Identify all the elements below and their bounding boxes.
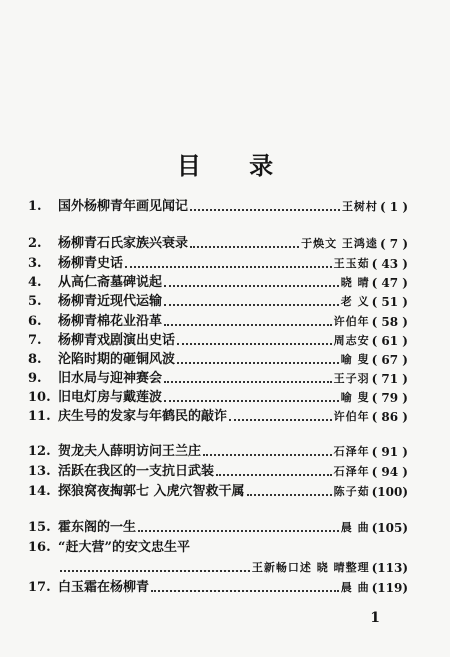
entry-author: 晨 曲 [340,581,370,594]
entry-author: 喻 叟 [340,391,370,404]
toc-entry [28,199,408,215]
toc-title: 目 录 [176,151,294,180]
dot-leader [164,380,332,383]
dot-leader [164,284,339,287]
entry-author: 许伯年 [333,410,370,423]
entry-number: 4. [28,275,42,290]
dot-leader [247,493,332,496]
entry-author: 王树村 [341,200,378,213]
entry-author: 王新畅口述 晓 晴整理 [251,561,370,574]
toc-entry [28,371,408,387]
entry-author: 周志安 [333,334,370,347]
toc-entry [28,444,408,460]
toc-entry [28,333,408,349]
entry-title: 杨柳青近现代运输 [58,294,163,309]
entry-title: 旧电灯房与戴莲波 [58,390,163,405]
entry-author: 陈子茹 [333,485,370,498]
entry-title: 杨柳青史话 [58,256,124,271]
entry-page: ( 61 ) [371,334,408,348]
entry-number: 10. [28,390,51,405]
dot-leader [164,399,339,402]
entry-title: 国外杨柳青年画见闻记 [58,199,189,214]
toc-entry [28,409,408,425]
entry-title: 杨柳青戏剧演出史话 [58,333,176,348]
toc-entry [28,390,408,406]
entry-title: 杨柳青石氏家族兴衰录 [58,236,189,251]
toc-entry [28,580,408,596]
entry-number: 1. [28,199,42,214]
entry-page: ( 79 ) [371,391,408,405]
entry-number: 2. [28,236,42,251]
entry-number: 8. [28,352,42,367]
entry-page: (100) [371,485,408,499]
entry-title: 沦陷时期的砸铜风波 [58,352,176,367]
entry-number: 9. [28,371,42,386]
entry-title: 杨柳青棉花业沿革 [58,314,163,329]
entry-title: 活跃在我区的一支抗日武装 [58,464,215,479]
toc-entry [28,464,408,480]
entry-number: 6. [28,314,42,329]
entry-page: ( 47 ) [371,276,408,290]
entry-title: 探狼窝夜掏郭七 入虎穴智救干属 [58,484,245,499]
entry-title: “赶大营”的安文忠生平 [58,540,190,555]
entry-author: 于焕文 王鸿逵 [301,237,378,250]
entry-author: 王玉茹 [333,257,370,270]
entry-page: ( 86 ) [371,410,408,424]
dot-leader [190,245,299,248]
toc-entry-continuation [58,560,408,576]
entry-number: 13. [28,464,51,479]
dot-leader [216,473,332,476]
entry-number: 12. [28,444,51,459]
toc-entry [28,540,408,556]
entry-page: ( 71 ) [371,372,408,386]
entry-number: 3. [28,256,42,271]
entry-page: ( 7 ) [379,237,408,251]
dot-leader [151,589,339,592]
entry-author: 石泽年 [333,445,370,458]
entry-page: ( 51 ) [371,295,408,309]
entry-author: 石泽年 [333,465,370,478]
entry-page: ( 1 ) [379,200,408,214]
entry-author: 王子羽 [333,372,370,385]
toc-entry [28,520,408,536]
entry-number: 15. [28,520,51,535]
toc-entry [28,352,408,368]
dot-leader [164,303,339,306]
entry-page: ( 58 ) [371,315,408,329]
dot-leader [177,342,332,345]
toc-entry [28,484,408,500]
page-number: 1 [370,610,380,626]
entry-title: 庆生号的发家与年鹤民的敲诈 [58,409,228,424]
entry-number: 5. [28,294,42,309]
dot-leader [125,265,332,268]
entry-author: 晨 曲 [340,521,370,534]
entry-page: ( 91 ) [371,445,408,459]
entry-title: 霍东阁的一生 [58,520,137,535]
dot-leader [229,418,332,421]
toc-entry [28,294,408,310]
entry-number: 16. [28,540,51,555]
entry-title: 白玉霜在杨柳青 [58,580,150,595]
dot-leader [164,323,332,326]
dot-leader [203,453,332,456]
entry-title: 贺龙夫人薛明访问王兰庄 [58,444,202,459]
toc-entry [28,314,408,330]
entry-number: 17. [28,580,51,595]
entry-author: 老 义 [340,295,370,308]
entry-number: 11. [28,409,51,424]
dot-leader [138,529,339,532]
dot-leader [177,361,339,364]
entry-page: (119) [371,581,408,595]
toc-entry [28,236,408,252]
entry-author: 喻 叟 [340,353,370,366]
entry-number: 14. [28,484,51,499]
toc-entry [28,275,408,291]
entry-author: 晓 晴 [340,276,370,289]
entry-page: ( 67 ) [371,353,408,367]
entry-page: ( 43 ) [371,257,408,271]
entry-author: 许伯年 [333,315,370,328]
entry-number: 7. [28,333,42,348]
dot-leader [60,569,250,572]
dot-leader [190,208,340,211]
entry-page: ( 94 ) [371,465,408,479]
entry-page: (105) [371,521,408,535]
entry-title: 旧水局与迎神赛会 [58,371,163,386]
toc-entry [28,256,408,272]
entry-title: 从高仁斋墓碑说起 [58,275,163,290]
entry-page: (113) [371,561,408,575]
